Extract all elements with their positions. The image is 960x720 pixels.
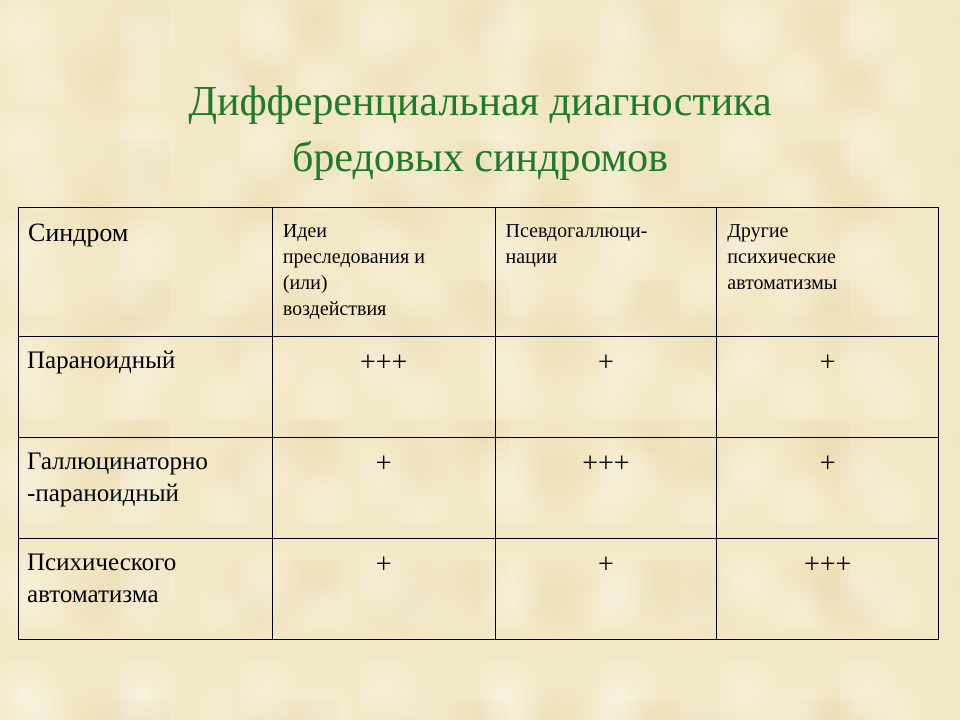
row-label-paranoid: Параноидный xyxy=(27,347,176,374)
value-cell xyxy=(717,337,939,438)
row-label-hallucinatory-paranoid: Галлюцинаторно -параноидный xyxy=(27,448,208,507)
slide-title xyxy=(0,74,960,186)
header-automatisms-label: Другие психические автоматизмы xyxy=(727,220,838,294)
header-syndrome-label: Синдром xyxy=(28,218,129,247)
table-header-row xyxy=(19,208,939,337)
table-row xyxy=(19,539,939,640)
value-mark: + xyxy=(375,448,392,479)
table-row xyxy=(19,438,939,539)
value-mark: + xyxy=(597,549,614,580)
slide-title-line-2: бредовых синдромов xyxy=(292,135,668,181)
row-label-cell xyxy=(19,539,273,640)
row-label-cell xyxy=(19,438,273,539)
value-mark: + xyxy=(819,448,836,479)
table-row xyxy=(19,337,939,438)
header-cell-pseudohallucinations xyxy=(495,208,717,337)
value-mark: +++ xyxy=(582,448,630,479)
value-cell xyxy=(495,539,717,640)
header-cell-automatisms xyxy=(717,208,939,337)
value-cell xyxy=(272,438,495,539)
value-cell xyxy=(717,438,939,539)
value-mark: + xyxy=(597,347,614,378)
slide-title-line-1: Дифференциальная диагностика xyxy=(188,79,772,125)
row-label-mental-automatism: Психического автоматизма xyxy=(27,549,177,608)
header-pseudohallucinations-label: Псевдогаллюци- нации xyxy=(505,220,648,268)
header-cell-syndrome xyxy=(19,208,273,337)
diagnosis-table xyxy=(18,207,939,640)
value-cell xyxy=(272,337,495,438)
value-mark: + xyxy=(819,347,836,378)
value-mark: + xyxy=(375,549,392,580)
value-cell xyxy=(495,337,717,438)
value-mark: +++ xyxy=(359,347,408,378)
header-cell-persecution xyxy=(272,208,495,337)
row-label-cell xyxy=(19,337,273,438)
header-persecution-label: Идеи преследования и (или) воздействия xyxy=(282,220,425,320)
value-cell xyxy=(495,438,717,539)
value-cell xyxy=(272,539,495,640)
value-mark: +++ xyxy=(803,549,852,580)
value-cell xyxy=(717,539,939,640)
